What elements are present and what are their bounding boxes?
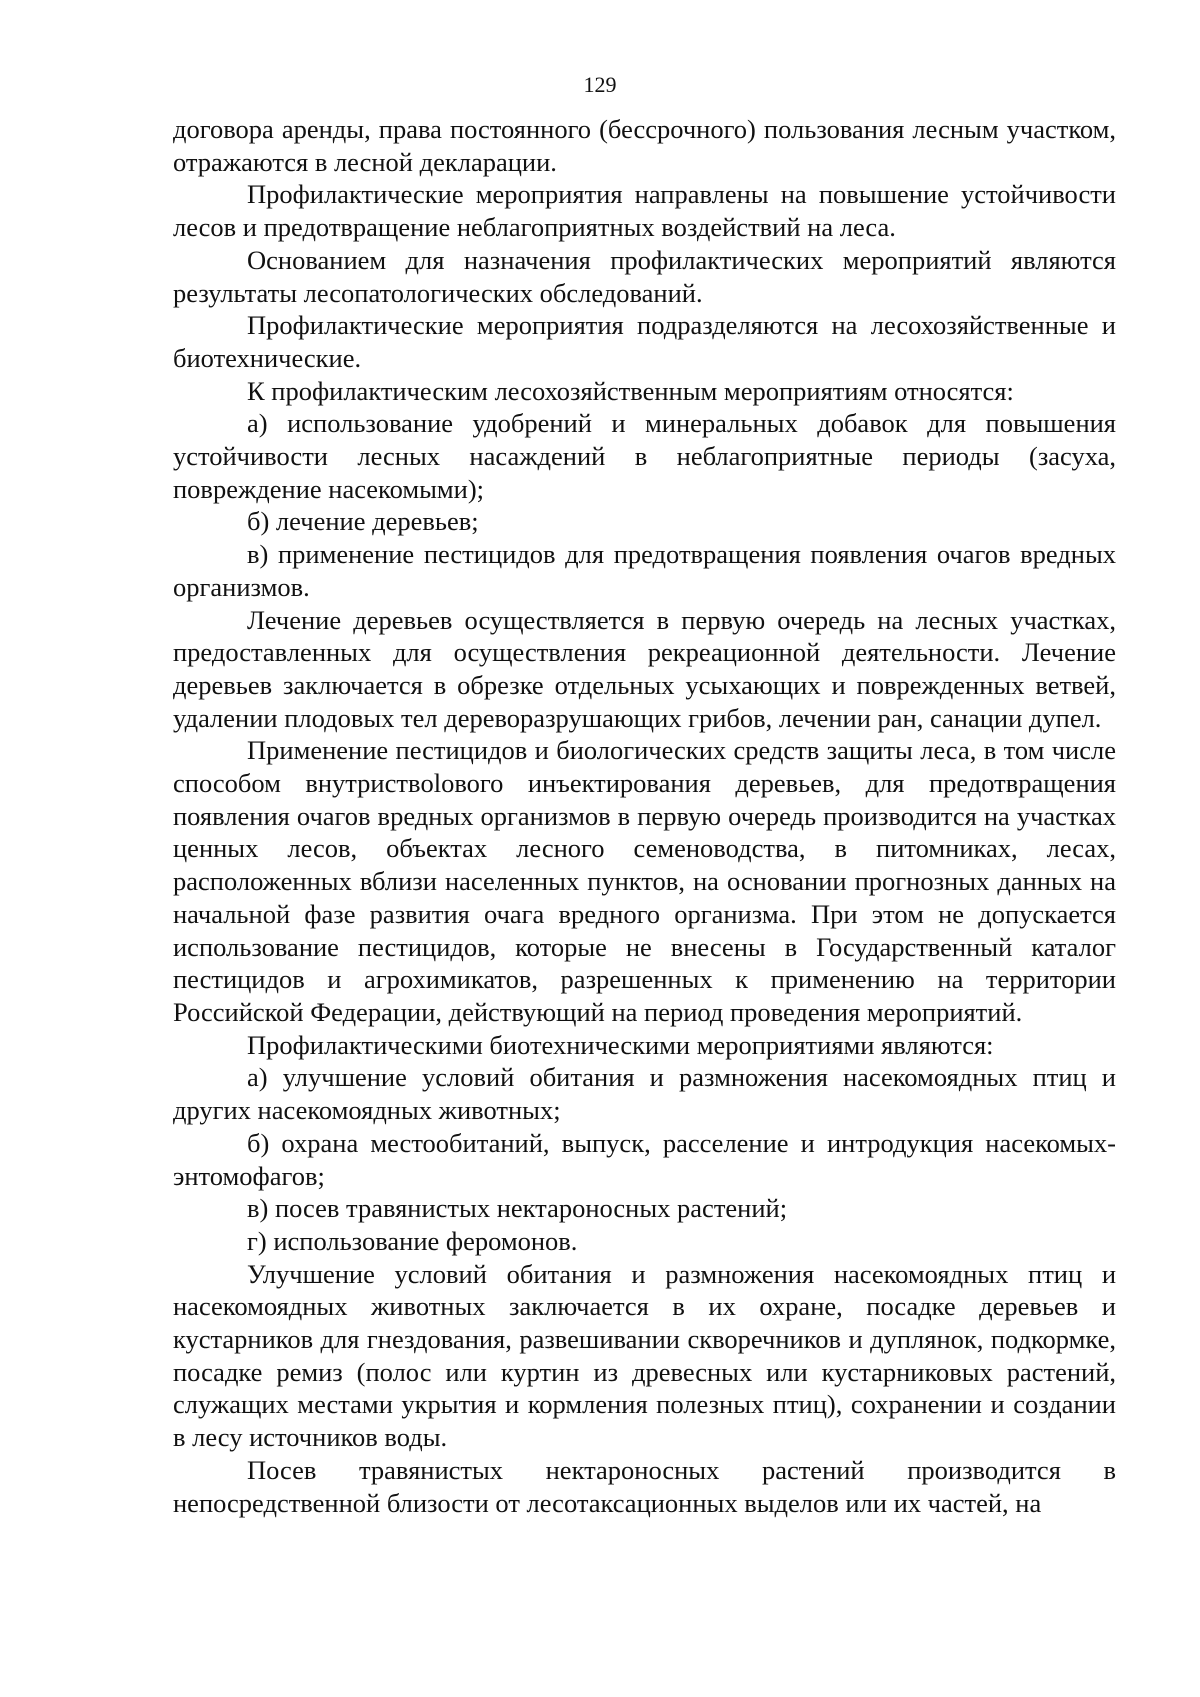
body-text xyxy=(173,113,1116,1519)
list-item-v: в) применение пестицидов для предотвращения появления очагов вредных организмов. xyxy=(173,539,1116,602)
paragraph-5: К профилактическим лесохозяйственным мероприятиям относятся: xyxy=(247,375,1014,406)
page-number: 129 xyxy=(583,72,617,97)
list-item-b: б) лечение деревьев; xyxy=(247,506,479,537)
list-item-v-2: в) посев травянистых нектароносных растений; xyxy=(247,1193,788,1224)
paragraph-4: Профилактические мероприятия подразделяются на лесохозяйственные и биотехнические. xyxy=(173,310,1116,373)
paragraph-7: Применение пестицидов и биологических средств защиты леса, в том числе способом внутриствolового инъектирования деревьев, для предотвращения появления очагов вредных организмов в первую очередь производится на участках ценных лесов, объектах лесного семеноводства, в питомниках, лесах, расположенных вблизи населенных пунктов, на основании прогнозных данных на начальной фазе развития очага вредного организма. При этом не допускается использование пестицидов, которые не внесены в Государственный каталог пестицидов и агрохимикатов, разрешенных к применению на территории Российской Федерации, действующий на период проведения мероприятий. xyxy=(173,735,1116,1027)
paragraph-2: Профилактические мероприятия направлены на повышение устойчивости лесов и предотвращение неблагоприятных воздействий на леса. xyxy=(173,179,1116,243)
paragraph-3: Основанием для назначения профилактических мероприятий являются результаты лесопатологических обследований. xyxy=(173,244,1116,308)
list-item-g-2: г) использование феромонов. xyxy=(247,1225,578,1256)
paragraph-6: Лечение деревьев осуществляется в первую очередь на лесных участках, предоставленных для осуществления рекреационной деятельности. Лечение деревьев заключается в обрезке отдельных усыхающих и поврежденных ветвей, удалении плодовых тел дереворазрушающих грибов, лечении ран, санации дупел. xyxy=(173,604,1116,733)
paragraph-8: Профилактическими биотехническими мероприятиями являются: xyxy=(247,1029,994,1060)
paragraph-10: Посев травянистых нектароносных растений производится в непосредственной близости от лесотаксационных выделов или их частей, на xyxy=(173,1454,1116,1518)
paragraph-9: Улучшение условий обитания и размножения насекомоядных птиц и насекомоядных животных заключается в их охране, посадке деревьев и кустарников для гнездования, развешивании скворечников и дуплянок, подкормке, посадке ремиз (полос или куртин из древесных или кустарниковых растений, служащих местами укрытия и кормления полезных птиц), сохранении и создании в лесу источников воды. xyxy=(173,1258,1116,1453)
list-item-b-2: б) охрана местообитаний, выпуск, расселение и интродукция насекомых-энтомофагов; xyxy=(173,1127,1116,1191)
paragraph-1: договора аренды, права постоянного (бессрочного) пользования лесным участком, отражаются в лесной декларации. xyxy=(173,114,1116,177)
list-item-a: а) использование удобрений и минеральных добавок для повышения устойчивости лесных насаждений в неблагоприятные периоды (засуха, повреждение насекомыми); xyxy=(173,408,1116,504)
list-item-a-2: а) улучшение условий обитания и размножения насекомоядных птиц и других насекомоядных животных; xyxy=(173,1062,1116,1126)
